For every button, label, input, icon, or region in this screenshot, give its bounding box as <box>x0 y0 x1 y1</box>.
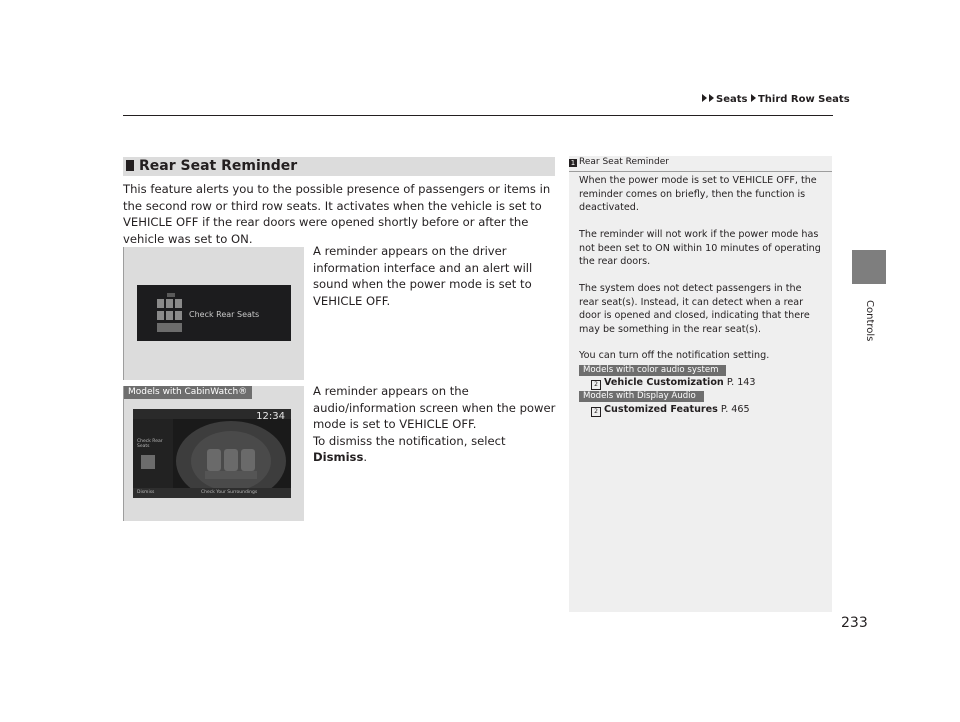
reference-arrow-icon: 2 <box>591 380 601 390</box>
chapter-label: Controls <box>864 300 875 342</box>
audio-info-screen <box>133 409 291 498</box>
sidebar-title-text: Rear Seat Reminder <box>579 157 669 167</box>
sidebar-paragraph-1: When the power mode is set to VEHICLE OFF, the reminder comes on briefly, then the function is deactivated. <box>579 175 817 213</box>
model-tag-cabinwatch: Models with CabinWatch® <box>124 386 252 399</box>
dismiss-instruction-prefix: To dismiss the notification, select <box>313 433 506 448</box>
clock: 12:34 <box>256 411 285 422</box>
arrow-icon <box>709 94 714 102</box>
driver-info-screen <box>137 285 291 341</box>
check-rear-seats-text: Check Rear Seats <box>189 310 260 319</box>
arrow-icon <box>702 94 707 102</box>
intro-paragraph: This feature alerts you to the possible presence of passengers or items in the second row or third row seats. It activates when the vehicle is set to VEHICLE OFF if the rear doors were opened shortly before or after the vehicle was set to ON. <box>123 182 551 246</box>
check-rear-seats-label: Check Rear Seats <box>137 439 163 449</box>
section-title: Rear Seat Reminder <box>139 158 298 174</box>
chapter-tab <box>852 250 886 284</box>
dismiss-button[interactable]: Dismiss <box>137 490 155 495</box>
dismiss-instruction-bold: Dismiss <box>313 450 364 464</box>
model-tag-display-audio: Models with Display Audio <box>579 391 704 402</box>
dismiss-instruction-suffix: . <box>363 450 368 464</box>
arrow-icon <box>751 94 756 102</box>
paragraph-audio-text: A reminder appears on the audio/information screen when the power mode is set to VEHICLE OFF. <box>313 384 556 431</box>
page-number: 233 <box>841 615 868 631</box>
ref-vehicle-customization[interactable]: 2 Vehicle Customization P. 143 <box>591 376 756 390</box>
breadcrumb <box>702 94 850 105</box>
model-tag-color-audio: Models with color audio system <box>579 365 726 376</box>
reference-arrow-icon: 2 <box>591 407 601 417</box>
section-heading <box>123 157 555 176</box>
ref-customized-features[interactable]: 2 Customized Features P. 465 <box>591 403 750 417</box>
header-rule <box>123 115 833 116</box>
sidebar-paragraph-3: The system does not detect passengers in the rear seat(s). Instead, it can detect when a rear door is opened and closed, indicating that there may be something in the rear seat(s). <box>579 283 810 335</box>
sidebar-notes <box>569 156 832 612</box>
surroundings-text: Check Your Surroundings <box>201 490 258 495</box>
note-icon: 1 <box>570 159 576 167</box>
breadcrumb-seats[interactable]: Seats <box>716 94 748 105</box>
paragraph-driver-info: A reminder appears on the driver information interface and an alert will sound when the power mode is set to VEHICLE OFF. <box>313 244 533 308</box>
audio-screen-figure <box>123 386 304 521</box>
breadcrumb-third-row-seats[interactable]: Third Row Seats <box>757 94 850 105</box>
driver-info-figure <box>123 247 304 380</box>
heading-square-icon <box>126 160 134 171</box>
sidebar-paragraph-4: You can turn off the notification setting. <box>579 350 770 361</box>
sidebar-rule <box>569 171 832 172</box>
sidebar-paragraph-2: The reminder will not work if the power mode has not been set to ON within 10 minutes of operating the rear doors. <box>579 229 821 267</box>
paragraph-audio-screen <box>313 383 558 466</box>
sidebar-title <box>569 157 669 167</box>
cabin-camera-view <box>133 409 291 498</box>
